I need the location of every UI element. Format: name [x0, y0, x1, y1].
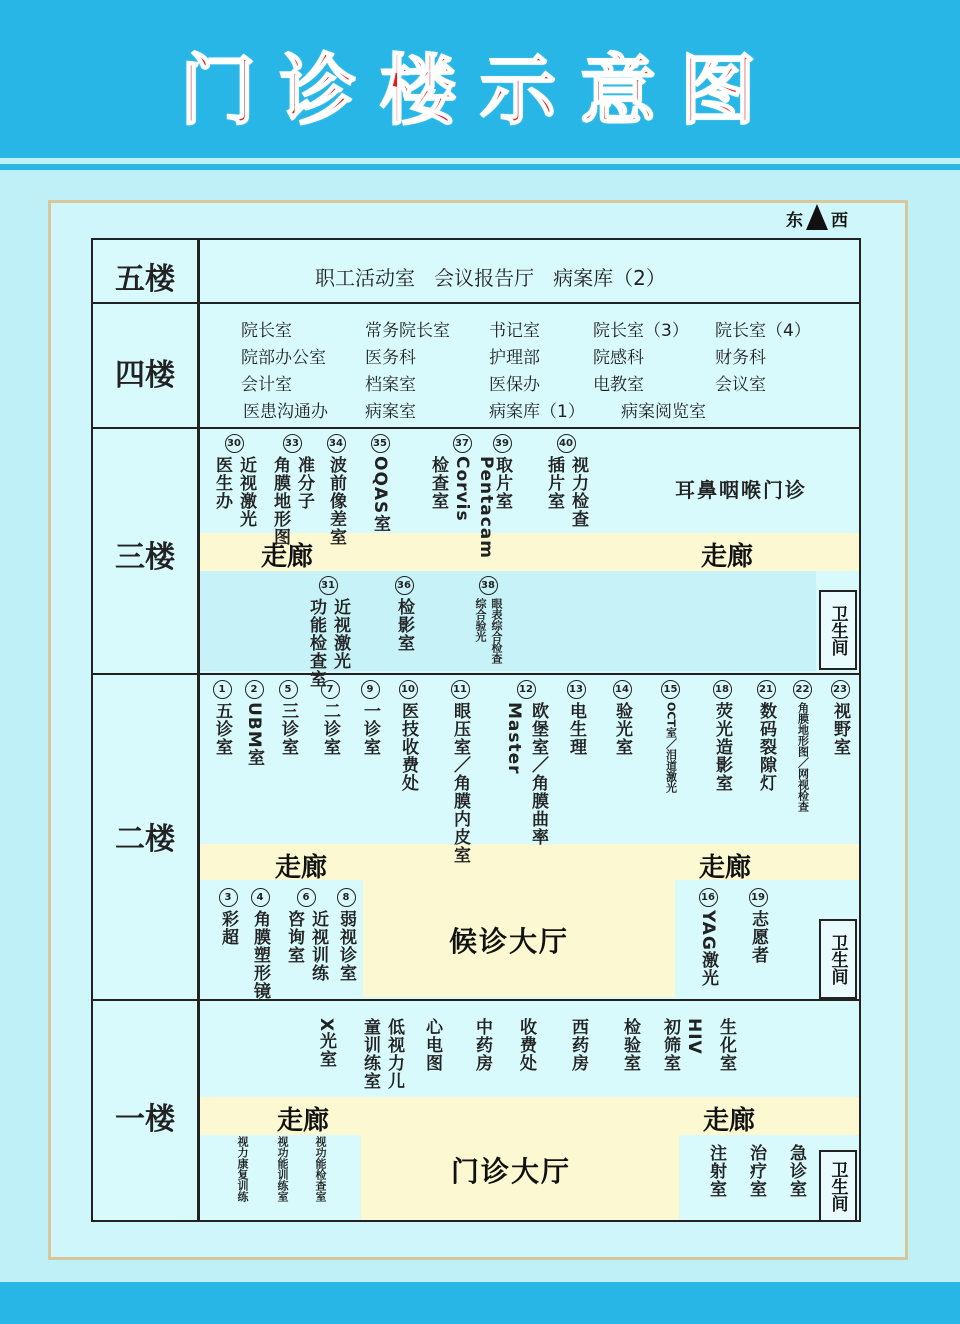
room-number-badge: 38	[479, 576, 498, 595]
floor3-corridor-right: 走廊	[701, 542, 754, 572]
room-name	[471, 1018, 493, 1072]
room-number-badge: 2	[245, 680, 264, 699]
room-name-column: 眼压室／角膜内皮室	[450, 702, 470, 864]
room-name-column: 检验室	[620, 1018, 640, 1072]
footer-band	[0, 1282, 960, 1324]
floor4-room: 院长室	[241, 321, 292, 341]
waiting-hall: 候诊大厅	[449, 925, 570, 958]
room-name	[211, 702, 233, 756]
room-name	[796, 702, 810, 812]
room-number-badge: 12	[517, 680, 536, 699]
room-name	[235, 1136, 249, 1202]
compass-west: 西	[831, 211, 848, 231]
room-number-badge: 31	[319, 576, 338, 595]
room-name	[745, 1144, 767, 1198]
room-name	[269, 456, 315, 546]
floor4-room: 医保办	[489, 375, 540, 395]
room-number-badge: 8	[337, 888, 356, 907]
room-name-column: 荧光造影室	[712, 702, 732, 792]
room-name	[664, 702, 678, 793]
room-name-column: 一诊室	[360, 702, 380, 756]
room-name-column: 角膜地形图／网视检查	[796, 702, 810, 812]
floor-label-3: 三楼	[115, 540, 175, 575]
room-name-column: HIV	[684, 1018, 704, 1055]
divider	[93, 673, 859, 675]
room	[543, 434, 589, 528]
floor3-restroom: 卫生间	[819, 590, 857, 670]
room-name	[611, 702, 633, 756]
room	[325, 434, 347, 546]
room-name-column: Corvis	[452, 456, 472, 522]
room-name-column: 急诊室	[786, 1144, 806, 1198]
room-name-column: Master	[504, 702, 524, 775]
room-name	[305, 598, 351, 688]
floor2-restroom: 卫生间	[819, 919, 857, 999]
room-number-badge: 37	[453, 434, 472, 453]
room	[473, 576, 503, 664]
room-number-badge: 34	[327, 434, 346, 453]
floor3-corridor-left: 走廊	[261, 542, 314, 572]
room-name	[715, 1018, 737, 1072]
room	[705, 1144, 727, 1198]
room	[697, 888, 719, 987]
room	[829, 680, 851, 756]
room-name-column: 弱视诊室	[336, 910, 356, 982]
floor4-room: 常务院长室	[365, 321, 450, 341]
room-name-column: 医生办	[212, 456, 232, 510]
floor4-room: 病案库（1）	[489, 402, 585, 422]
room-name	[697, 910, 719, 987]
room	[359, 1018, 405, 1090]
room-number-badge: 9	[361, 680, 380, 699]
floor2-corridor-left: 走廊	[275, 853, 328, 883]
room-name	[249, 910, 271, 1000]
room-name-column: OCT室／泪道激光	[664, 702, 678, 793]
room-name	[359, 702, 381, 756]
room	[393, 576, 415, 652]
room-name-column: OQAS室	[370, 456, 390, 533]
floor4-room: 院长室（3）	[593, 321, 689, 341]
room-number-badge: 18	[713, 680, 732, 699]
room-name-column: 检查室	[428, 456, 448, 510]
room-name-column: 眼表综合检查	[490, 598, 503, 664]
room-name	[243, 702, 265, 767]
room-name-column: 视力检查	[568, 456, 588, 528]
room	[755, 680, 777, 792]
room-name	[785, 1144, 807, 1198]
room-number-badge: 19	[749, 888, 768, 907]
room	[785, 1144, 807, 1198]
room	[421, 1018, 443, 1072]
room-name-column: 视野室	[830, 702, 850, 756]
floor1-corridor-left: 走廊	[277, 1106, 330, 1136]
room-number-badge: 4	[251, 888, 270, 907]
room-name-column: 验光室	[612, 702, 632, 756]
floor1-corridor-right: 走廊	[703, 1106, 756, 1136]
room-number-badge: 14	[613, 680, 632, 699]
room-name-column: 角膜塑形镜	[250, 910, 270, 1000]
room	[515, 1018, 537, 1072]
room-name	[275, 1136, 289, 1202]
room-name-column: 医技收费处	[398, 702, 418, 792]
room	[275, 1136, 289, 1202]
room-name	[567, 1018, 589, 1072]
floor4-room: 会议室	[715, 375, 766, 395]
room	[449, 680, 471, 864]
room-name-column: 插片室	[544, 456, 564, 510]
room-number-badge: 15	[661, 680, 680, 699]
floor4-room: 档案室	[365, 375, 416, 395]
compass	[786, 204, 848, 231]
room-number-badge: 33	[283, 434, 302, 453]
room-name-column: 角膜地形图	[270, 456, 290, 546]
room-name	[515, 1018, 537, 1072]
floor4-room: 会计室	[241, 375, 292, 395]
room	[491, 434, 513, 510]
room	[319, 680, 341, 756]
room-name	[397, 702, 419, 792]
floor-plan-table	[91, 238, 861, 1222]
room-name-column: 彩超	[218, 910, 238, 946]
room	[565, 680, 587, 756]
room-name-column: 数码裂隙灯	[756, 702, 776, 792]
room	[661, 680, 680, 793]
room-name-column: 咨询室	[284, 910, 304, 964]
room-name-column: 欧堡室／角膜曲率	[528, 702, 548, 846]
room-name-column: YAG激光	[698, 910, 718, 987]
room	[305, 576, 351, 688]
ent-clinic: 耳鼻咽喉门诊	[675, 478, 807, 502]
room-name-column: 低视力儿	[384, 1018, 404, 1090]
room	[745, 1144, 767, 1198]
room-name-column: 视功能检查室	[314, 1136, 327, 1202]
room-name	[711, 702, 733, 792]
room-name-column: 波前像差室	[326, 456, 346, 546]
room	[359, 680, 381, 756]
room-number-badge: 23	[831, 680, 850, 699]
room-name-column: 五诊室	[212, 702, 232, 756]
floor4-room: 护理部	[489, 348, 540, 368]
room-name-column: 近视激光	[330, 598, 350, 670]
floor3-south-wing	[200, 571, 816, 671]
room-name-column: 注射室	[706, 1144, 726, 1198]
page-title: 门诊楼示意图	[180, 46, 780, 135]
label-column-divider	[197, 240, 200, 1220]
room-name-column: 三诊室	[278, 702, 298, 756]
room-name-column: 初筛室	[660, 1018, 680, 1072]
room	[217, 888, 239, 946]
room-name	[619, 1018, 641, 1072]
room-name-column: 心电图	[422, 1018, 442, 1072]
room-name-column: UBM室	[244, 702, 264, 767]
room-name	[217, 910, 239, 946]
room	[397, 680, 419, 792]
floor4-room: 医务科	[365, 348, 416, 368]
room	[619, 1018, 641, 1072]
floor-label-5: 五楼	[115, 262, 175, 297]
room-name-column: 中药房	[472, 1018, 492, 1072]
compass-east: 东	[786, 211, 803, 231]
room-name	[313, 1136, 327, 1202]
room-name	[705, 1144, 727, 1198]
room	[611, 680, 633, 756]
room	[335, 888, 357, 982]
room-name-column: Pentacam	[476, 456, 496, 559]
header-stripe	[0, 164, 960, 170]
room-name-column: 童训练室	[360, 1018, 380, 1090]
room	[793, 680, 812, 812]
room-number-badge: 21	[757, 680, 776, 699]
room-number-badge: 40	[557, 434, 576, 453]
room-name-column: 综合验光	[474, 598, 487, 642]
room	[427, 434, 497, 559]
floor4-room: 电教室	[593, 375, 644, 395]
room-number-badge: 1	[213, 680, 232, 699]
room-number-badge: 16	[699, 888, 718, 907]
room-name	[755, 702, 777, 792]
room-name	[359, 1018, 405, 1090]
room-number-badge: 7	[321, 680, 340, 699]
room	[313, 1136, 327, 1202]
room-name-column: 二诊室	[320, 702, 340, 756]
room-name	[427, 456, 497, 559]
room-name	[503, 702, 549, 846]
room-number-badge: 13	[567, 680, 586, 699]
room	[211, 680, 233, 756]
floor4-room: 财务科	[715, 348, 766, 368]
room-number-badge: 11	[451, 680, 470, 699]
room-name	[565, 702, 587, 756]
room-name	[473, 598, 503, 664]
divider	[93, 302, 859, 304]
floor4-room: 医患沟通办	[243, 402, 328, 422]
room-name	[747, 910, 769, 964]
room-name-column: X光室	[316, 1018, 336, 1069]
floor-label-1: 一楼	[115, 1102, 175, 1137]
room-name-column: 准分子	[294, 456, 314, 510]
room-name	[829, 702, 851, 756]
room-number-badge: 10	[399, 680, 418, 699]
room-name	[325, 456, 347, 546]
room-name-column: 生化室	[716, 1018, 736, 1072]
floor5-rooms: 职工活动室 会议报告厅 病案库（2）	[315, 266, 666, 290]
floor-label-2: 二楼	[115, 822, 175, 857]
room-name	[491, 456, 513, 510]
room	[277, 680, 299, 756]
room-number-badge: 39	[493, 434, 512, 453]
room-name-column: 收费处	[516, 1018, 536, 1072]
room-name	[543, 456, 589, 528]
room-name	[449, 702, 471, 864]
room-name	[315, 1018, 337, 1068]
room-name	[277, 702, 299, 756]
room-number-badge: 3	[219, 888, 238, 907]
room-name-column: 视功能训练室	[276, 1136, 289, 1202]
room-name-column: 电生理	[566, 702, 586, 756]
room	[747, 888, 769, 964]
room-name-column: 志愿者	[748, 910, 768, 964]
floor-label-4: 四楼	[115, 358, 175, 393]
room	[369, 434, 391, 532]
room-name-column: 功能检查室	[306, 598, 326, 688]
room-name-column: 近视训练	[308, 910, 328, 982]
floor4-room: 病案阅览室	[621, 402, 706, 422]
room-number-badge: 35	[371, 434, 390, 453]
room	[471, 1018, 493, 1072]
room-name	[369, 456, 391, 532]
room-number-badge: 36	[395, 576, 414, 595]
room	[235, 1136, 249, 1202]
room	[503, 680, 549, 846]
room-name	[211, 456, 257, 528]
floor4-room: 院部办公室	[241, 348, 326, 368]
outpatient-hall: 门诊大厅	[451, 1155, 572, 1188]
room-number-badge: 5	[279, 680, 298, 699]
floor4-room: 病案室	[365, 402, 416, 422]
room	[315, 1018, 337, 1068]
floor4-room: 书记室	[489, 321, 540, 341]
room	[711, 680, 733, 792]
room-name	[393, 598, 415, 652]
room	[659, 1018, 705, 1072]
divider	[93, 999, 859, 1001]
room-name	[421, 1018, 443, 1072]
floor1-restroom: 卫生间	[819, 1150, 857, 1222]
room-number-badge: 6	[297, 888, 316, 907]
floor4-room: 院长室（4）	[715, 321, 811, 341]
room	[715, 1018, 737, 1072]
north-arrow-icon	[806, 204, 828, 230]
room-name	[335, 910, 357, 982]
room	[269, 434, 315, 546]
room-name-column: 取片室	[492, 456, 512, 510]
room	[283, 888, 329, 982]
room-name	[659, 1018, 705, 1072]
divider	[93, 427, 859, 429]
room-name-column: 西药房	[568, 1018, 588, 1072]
room-name	[319, 702, 341, 756]
room	[249, 888, 271, 1000]
room-name-column: 视力康复训练	[236, 1136, 249, 1202]
room-name-column: 治疗室	[746, 1144, 766, 1198]
room-number-badge: 30	[225, 434, 244, 453]
room	[243, 680, 265, 767]
room-name	[283, 910, 329, 982]
floor2-corridor-right: 走廊	[699, 853, 752, 883]
floor4-room: 院感科	[593, 348, 644, 368]
room	[211, 434, 257, 528]
room	[567, 1018, 589, 1072]
room-number-badge: 22	[793, 680, 812, 699]
room-name-column: 近视激光	[236, 456, 256, 528]
room-name-column: 检影室	[394, 598, 414, 652]
